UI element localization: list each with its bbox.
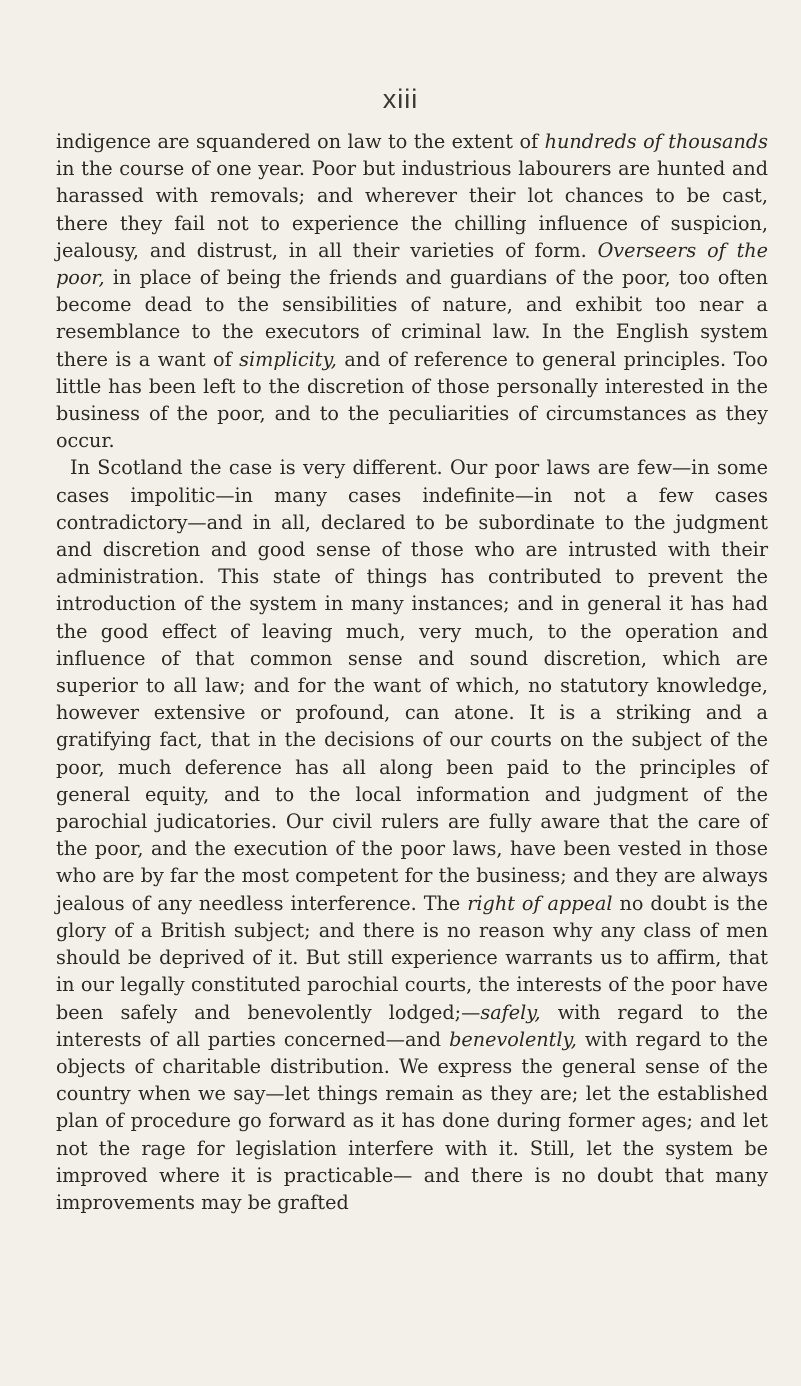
text-segment: indigence are squandered on law to the extent of (56, 130, 545, 153)
text-segment: in place of being the friends and guardians of the poor, too often become dead to the sensibilities of nature, and exhibit too near a resemblance to the executors of criminal law. In the English system there is a want of (56, 266, 768, 371)
text-segment: with regard to the interests of all parties concerned—and (56, 1000, 769, 1051)
paragraph-2 (56, 454, 768, 1216)
text-segment: no doubt is the glory of a British subject; and there is no reason why any class of men should be deprived of it. But still experience warrants us to affirm, that in our legally constituted parochial courts, the interests of the poor have been safely and benevolently lodged;— (56, 891, 768, 1024)
italic-segment: safely, (480, 1000, 541, 1024)
italic-segment: right of appeal (467, 891, 613, 915)
page-number: xiii (382, 84, 419, 114)
italic-segment: hundreds of thousands (544, 130, 768, 153)
italic-segment: Overseers of the poor, (56, 238, 768, 290)
paragraph-1 (56, 128, 768, 454)
text-segment: in the course of one year. Poor but industrious labourers are hunted and harassed with removals; and wherever their lot chances to be cast, there they fail not to experience the chilling influence of suspicion, jealousy, and distrust, in all their varieties of form. (56, 157, 768, 262)
text-segment: and of reference to general principles. Too little has been left to the discretion of those personally interested in the business of the poor, and to the peculiarities of circumstances as they occur. (56, 347, 768, 453)
text-segment: with regard to the objects of charitable distribution. We express the general sense of the country when we say—let things remain as they are; let the established plan of procedure go forward as it has done during former ages; and let not the rage for legislation interfere with it. Still, let the system be improved where it is practicable— and there is no doubt that many improvements may be grafted (56, 1027, 768, 1214)
italic-segment: benevolently, (449, 1027, 577, 1051)
italic-segment: simplicity, (239, 347, 337, 371)
body-text (56, 128, 768, 1216)
text-segment: In Scotland the case is very different. Our poor laws are few—in some cases impolitic—in many cases indefinite—in not a few cases contradictory—and in all, declared to be subordinate to the judgment and discretion and good sense of those who are intrusted with their administration. This state of things has contributed to prevent the introduction of the system in many instances; and in general it has had the good effect of leaving much, very much, to the operation and influence of that common sense and sound discretion, which are superior to all law; and for the want of which, no statutory knowledge, however extensive or profound, can atone. It is a striking and a gratifying fact, that in the decisions of our courts on the subject of the poor, much deference has all along been paid to the principles of general equity, and to the local information and judgment of the parochial judicatories. Our civil rulers are fully aware that the care of the poor, and the execution of the poor laws, have been vested in those who are by far the most competent for the business; and they are always jealous of any needless interference. The (56, 456, 768, 915)
